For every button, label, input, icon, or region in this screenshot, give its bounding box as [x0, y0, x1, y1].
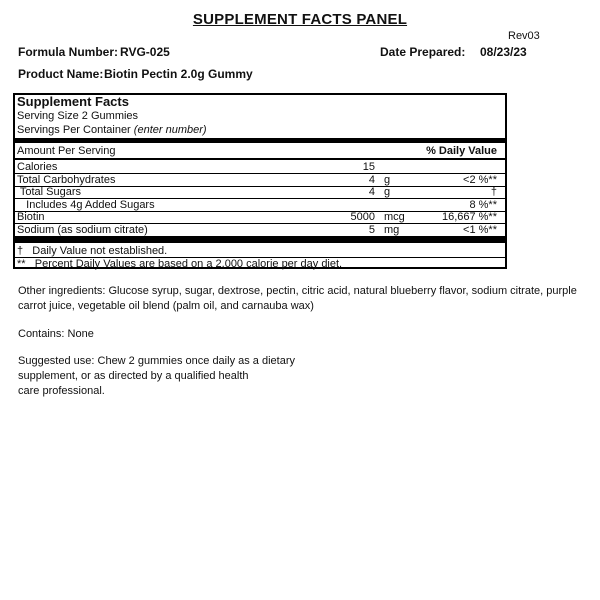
thick-divider	[15, 138, 505, 143]
nutrient-daily-value: <1 %**	[463, 224, 497, 236]
nutrient-daily-value: †	[490, 186, 497, 198]
footnote-mark: **	[17, 258, 26, 270]
servings-per-container	[17, 124, 207, 136]
footnote-dagger	[17, 245, 167, 257]
thick-divider-bottom	[15, 237, 505, 243]
formula-number-value: RVG-025	[120, 45, 170, 59]
nutrient-name: Includes 4g Added Sugars	[17, 199, 155, 211]
footnote-text: Percent Daily Values are based on a 2,000 calorie per day diet.	[34, 258, 343, 270]
nutrient-unit: g	[384, 186, 391, 198]
nutrient-unit: mcg	[384, 211, 405, 223]
nutrient-name: Calories	[17, 161, 58, 173]
nutrient-row	[17, 224, 503, 236]
contains-statement: Contains: None	[18, 328, 94, 340]
nutrient-daily-value: <2 %**	[463, 174, 497, 186]
nutrient-name: Biotin	[17, 211, 45, 223]
document-title: SUPPLEMENT FACTS PANEL	[192, 11, 408, 28]
nutrient-unit: mg	[384, 224, 400, 236]
daily-value-header: % Daily Value	[426, 145, 497, 157]
footnote-mark: †	[17, 245, 24, 257]
nutrient-amount: 4	[368, 174, 375, 186]
date-prepared-value: 08/23/23	[480, 45, 527, 59]
other-ingredients: Other ingredients: Glucose syrup, sugar, dextrose, pectin, citric acid, natural blueberry flavor, sodium citrate, purple carrot juice, vegetable oil blend (palm oil, and carnauba wax)	[18, 285, 577, 312]
nutrient-daily-value: 16,667 %**	[441, 211, 497, 223]
product-name-value: Biotin Pectin 2.0g Gummy	[104, 67, 253, 81]
footnote-text: Daily Value not established.	[32, 245, 168, 257]
amount-header-row	[17, 145, 503, 157]
servings-per-container-label: Servings Per Container	[17, 124, 131, 136]
footnote-percent	[17, 258, 342, 270]
nutrient-daily-value: 8 %**	[469, 199, 497, 211]
servings-per-container-note: (enter number)	[133, 124, 207, 136]
revision-label: Rev03	[508, 30, 540, 42]
suggested-use-line-2: supplement, or as directed by a qualified health	[18, 370, 249, 382]
formula-number-label: Formula Number:	[18, 45, 119, 59]
nutrient-row	[17, 174, 503, 186]
header-divider	[15, 158, 505, 160]
suggested-use-line-3: care professional.	[18, 385, 105, 397]
supplement-facts-title: Supplement Facts	[17, 94, 129, 109]
nutrient-amount: 5000	[350, 211, 375, 223]
nutrient-row	[17, 211, 503, 223]
nutrient-amount: 15	[362, 161, 375, 173]
nutrient-name: Total Carbohydrates	[17, 174, 116, 186]
nutrient-row	[17, 161, 503, 173]
nutrient-name: Sodium (as sodium citrate)	[17, 224, 148, 236]
date-prepared-label: Date Prepared:	[380, 45, 466, 59]
product-name-label: Product Name:	[18, 67, 104, 81]
serving-size: Serving Size 2 Gummies	[17, 110, 139, 122]
nutrient-name: Total Sugars	[17, 186, 82, 198]
nutrient-row	[17, 199, 503, 211]
suggested-use-line-1: Suggested use: Chew 2 gummies once daily as a dietary	[18, 355, 295, 367]
nutrient-unit: g	[384, 174, 391, 186]
nutrient-amount: 5	[368, 224, 375, 236]
amount-per-serving-header: Amount Per Serving	[17, 145, 116, 157]
nutrient-row	[17, 186, 503, 198]
nutrient-amount: 4	[368, 186, 375, 198]
